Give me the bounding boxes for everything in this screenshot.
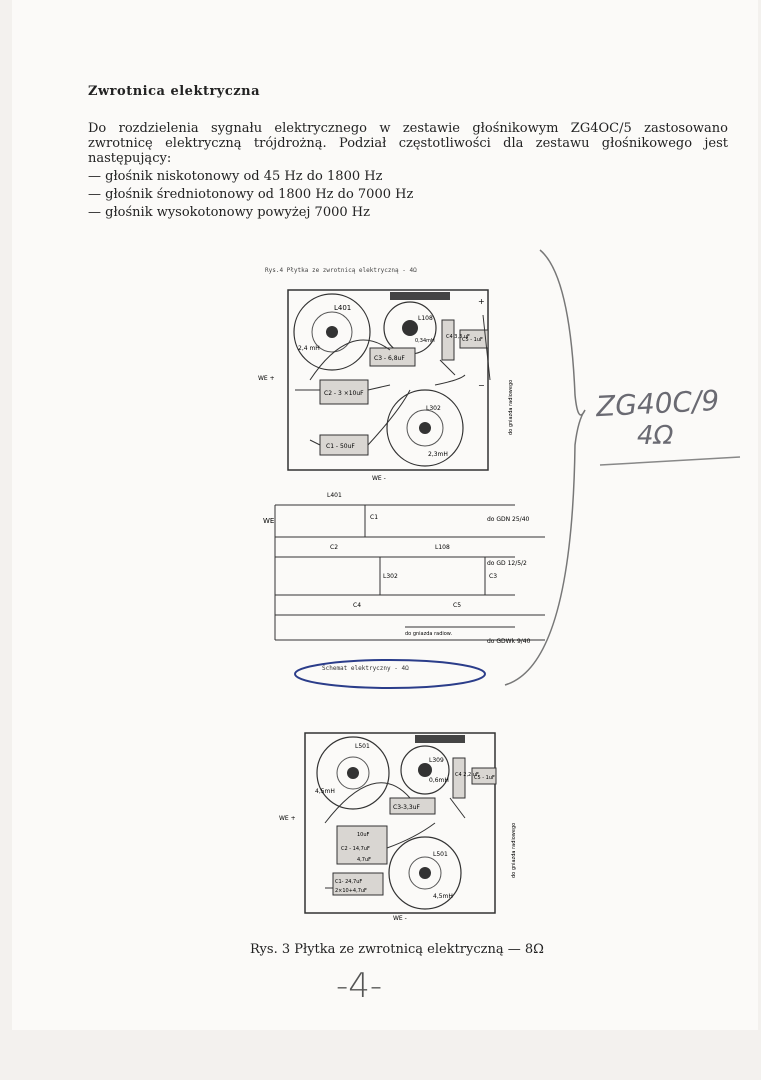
page-number: -4- — [336, 966, 383, 1006]
handwritten-model: ZG40C/9 — [595, 383, 721, 424]
fig3-c1: C1- 24,7uF — [335, 879, 363, 885]
fig3-l501a-value: 4,5mH — [315, 788, 335, 795]
c4-label: C4 3,3 uF — [446, 334, 470, 340]
figure-4-caption: Rys.4 Płytka ze zwrotnicą elektryczną - 4Ω — [265, 267, 417, 274]
schem-c3: C3 — [489, 573, 498, 580]
intro-paragraph: Do rozdzielenia sygnału elektrycznego w zestawie głośnikowym ZG4OC/5 zastosowano zwrotnicę elektryczną trójdrożną. Podział częstotliwości dla zestawu głośnikowego jest następujący: — [88, 121, 728, 166]
list-item: — głośnik średniotonowy od 1800 Hz do 7000 Hz — [88, 187, 414, 202]
schematic-label: Schemat elektryczny - 4Ω — [322, 665, 409, 672]
we-plus-label: WE + — [258, 375, 275, 382]
figure-4-board — [250, 280, 520, 490]
handwritten-impedance: 4Ω — [637, 421, 674, 451]
l108-label: L108 — [418, 315, 433, 322]
fig3-l309-value: 0,6mH — [429, 777, 449, 784]
fig3-l501b: L501 — [433, 851, 448, 858]
to-gdn: do GDN 25/40 — [487, 516, 530, 523]
figure-3-board — [275, 728, 520, 923]
fig3-socket: do gniazda radiowego — [511, 822, 517, 878]
list-item: — głośnik niskotonowy od 45 Hz do 1800 Hz — [88, 169, 383, 184]
l401-label: L401 — [334, 304, 352, 312]
schem-c2: C2 — [330, 544, 339, 551]
l108-value: 0,34mH — [415, 338, 435, 344]
fig3-we-plus: WE + — [279, 815, 296, 822]
we-minus-label: WE - — [372, 475, 386, 482]
figure-3-caption: Rys. 3 Płytka ze zwrotnicą elektryczną — 8Ω — [250, 942, 544, 957]
minus-label: − — [478, 381, 485, 390]
schem-c5: C5 — [453, 602, 462, 609]
c1-label: C1 - 50uF — [326, 443, 355, 450]
handwritten-bracket — [500, 245, 750, 695]
fig3-l309: L309 — [429, 757, 444, 764]
schem-l108: L108 — [435, 544, 450, 551]
to-gd: do GD 12/5/2 — [487, 560, 527, 567]
schem-l401: L401 — [327, 492, 342, 499]
schem-c4: C4 — [353, 602, 362, 609]
fig3-we-minus: WE - — [393, 915, 407, 922]
c5-label: C5 - 1uF — [462, 337, 483, 343]
fig3-c3: C3-3,3uF — [393, 804, 420, 811]
fig3-l501b-value: 4,5mH — [433, 893, 453, 900]
l302-value: 2,3mH — [428, 451, 448, 458]
we-label: WE — [263, 517, 275, 525]
fig3-c1b: 2×10+4,7uF — [335, 888, 367, 894]
l401-value: 2,4 mH — [298, 345, 320, 352]
c2-label: C2 - 3 ×10uF — [324, 390, 364, 397]
l302-label: L302 — [426, 405, 441, 412]
c3-label: C3 - 6,8uF — [374, 355, 405, 362]
fig3-c2: C2 - 14,7uF — [341, 846, 370, 852]
socket-label: do gniazda radiowego — [508, 379, 514, 435]
schem-l302: L302 — [383, 573, 398, 580]
list-item: — głośnik wysokotonowy powyżej 7000 Hz — [88, 205, 370, 220]
schem-c1: C1 — [370, 514, 379, 521]
schematic-label-oval — [292, 657, 488, 691]
fig3-l501a: L501 — [355, 743, 370, 750]
fig3-c2a: 10uF — [357, 832, 370, 838]
to-gdwk: do GDWk 9/40 — [487, 638, 531, 645]
radio-label: do gniazda radiow. — [405, 631, 453, 637]
frequency-list — [88, 168, 413, 222]
plus-label: + — [478, 297, 485, 306]
fig3-c2b: 4,7uF — [357, 857, 371, 863]
fig3-c5: C5 - 1uF — [474, 775, 495, 781]
section-heading: Zwrotnica elektryczna — [88, 84, 261, 99]
fig3-c4: C4 2,2 uF — [455, 772, 479, 778]
